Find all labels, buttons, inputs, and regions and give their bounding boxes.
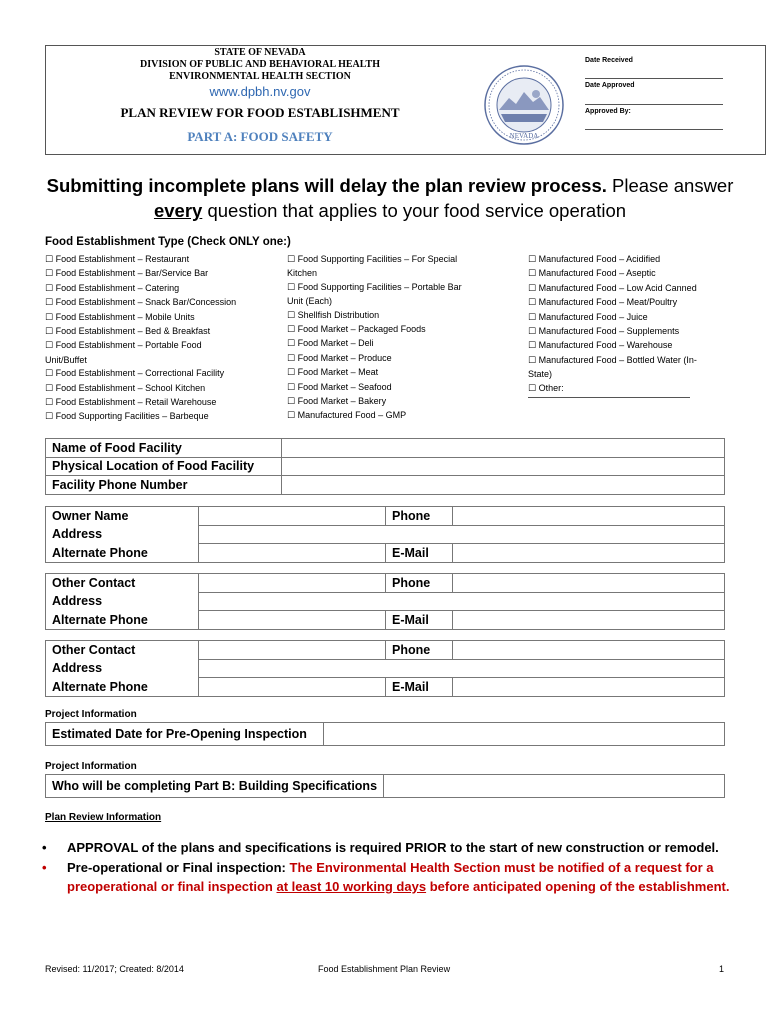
type-option[interactable]: ☐ Manufactured Food – Meat/Poultry [528, 297, 678, 309]
owner-alt-phone-input[interactable] [199, 544, 386, 563]
owner-phone-input[interactable] [453, 507, 725, 526]
facility-phone-input[interactable] [282, 476, 725, 495]
header-state: STATE OF NEVADA [214, 47, 306, 58]
owner-email-label: E-Mail [386, 544, 453, 563]
checkbox: ☐ [528, 312, 537, 323]
other-contact-1-table [45, 573, 725, 630]
preopening-date-input[interactable] [324, 723, 725, 746]
checkbox: ☐ [287, 310, 296, 321]
project-info-label-1: Project Information [45, 709, 137, 720]
type-option[interactable]: ☐ Food Market – Produce [287, 352, 392, 364]
other-contact-2-name-label: Other Contact [46, 641, 199, 660]
type-option[interactable]: ☐ Manufactured Food – Supplements [528, 326, 680, 338]
checkbox: ☐ [528, 283, 537, 294]
owner-alt-phone-label: Alternate Phone [46, 544, 199, 563]
owner-address-input[interactable] [199, 525, 725, 544]
other-contact-1-name-input[interactable] [199, 574, 386, 593]
other-contact-2-alt-phone-input[interactable] [199, 678, 386, 697]
checkbox: ☐ [528, 341, 537, 352]
instructions-headline [40, 173, 740, 223]
type-option[interactable]: ☐ Manufactured Food – GMP [287, 410, 407, 422]
type-column-1 [45, 253, 236, 425]
bullet-inspection: • Pre-operational or Final inspection: The Environmental Health Section must be notified of a request for a preoperational or final inspection at least 10 working days before anticipated opening of the establishment. [42, 859, 730, 894]
owner-table [45, 506, 725, 563]
preopening-date-label: Estimated Date for Pre-Opening Inspection [46, 723, 324, 746]
facility-name-input[interactable] [282, 439, 725, 458]
checkbox: ☐ [45, 341, 54, 352]
type-option[interactable]: ☐ Food Market – Packaged Foods [287, 324, 426, 336]
type-option[interactable]: ☐ Food Establishment – Mobile Units [45, 311, 195, 323]
checkbox: ☐ [287, 255, 296, 265]
approved-by-label: Approved By: [585, 108, 631, 115]
header-division: DIVISION OF PUBLIC AND BEHAVIORAL HEALTH [140, 59, 380, 70]
checkbox: ☐ [287, 397, 296, 408]
date-approved-label: Date Approved [585, 82, 635, 89]
checkbox: ☐ [45, 269, 54, 280]
type-option[interactable]: ☐ Manufactured Food – Bottled Water (In- [528, 354, 697, 366]
part-b-label: Who will be completing Part B: Building Specifications [46, 775, 384, 798]
checkbox: ☐ [287, 411, 296, 422]
other-contact-1-email-input[interactable] [453, 611, 725, 630]
other-contact-2-email-input[interactable] [453, 678, 725, 697]
type-option[interactable]: ☐ Other: [528, 382, 564, 394]
other-contact-2-alt-phone-label: Alternate Phone [46, 678, 199, 697]
type-option[interactable]: ☐ Manufactured Food – Warehouse [528, 340, 673, 352]
owner-phone-label: Phone [386, 507, 453, 526]
bullet-dot: • [42, 840, 47, 855]
other-contact-1-alt-phone-input[interactable] [199, 611, 386, 630]
other-contact-1-phone-label: Phone [386, 574, 453, 593]
type-column-3 [528, 253, 697, 396]
part-b-table [45, 774, 725, 798]
headline-every: every [153, 200, 203, 221]
type-option[interactable]: ☐ Food Establishment – Correctional Facility [45, 368, 225, 380]
type-option[interactable]: ☐ Manufactured Food – Low Acid Canned [528, 282, 697, 294]
other-contact-2-name-input[interactable] [199, 641, 386, 660]
type-option-wrap: Unit (Each) [287, 296, 333, 307]
checkbox: ☐ [528, 269, 537, 280]
type-option[interactable]: ☐ Food Establishment – School Kitchen [45, 382, 206, 394]
type-option[interactable]: ☐ Food Establishment – Bar/Service Bar [45, 268, 209, 280]
other-contact-1-phone-input[interactable] [453, 574, 725, 593]
date-approved-line[interactable] [585, 104, 723, 105]
other-contact-2-phone-label: Phone [386, 641, 453, 660]
type-option[interactable]: ☐ Food Establishment – Snack Bar/Concession [45, 297, 237, 309]
approved-by-line[interactable] [585, 129, 723, 130]
footer-revised: Revised: 11/2017; Created: 8/2014 [45, 964, 184, 974]
other-contact-2-table [45, 640, 725, 697]
checkbox: ☐ [45, 383, 54, 394]
checkbox: ☐ [528, 298, 537, 309]
other-contact-2-address-label: Address [46, 659, 199, 678]
other-type-input-line[interactable] [528, 397, 690, 398]
other-contact-1-alt-phone-label: Alternate Phone [46, 611, 199, 630]
form-part: PART A: FOOD SAFETY [187, 129, 333, 144]
type-option[interactable]: ☐ Food Market – Deli [287, 338, 374, 350]
other-contact-1-name-label: Other Contact [46, 574, 199, 593]
checkbox: ☐ [45, 327, 54, 338]
checkbox: ☐ [287, 368, 296, 379]
project-info-label-2: Project Information [45, 761, 137, 772]
checkbox: ☐ [528, 355, 537, 366]
checkbox: ☐ [45, 255, 54, 265]
type-option-wrap: Kitchen [287, 268, 318, 279]
checkbox: ☐ [45, 398, 54, 409]
type-option[interactable]: ☐ Food Establishment – Portable Food [45, 340, 202, 352]
other-contact-1-address-input[interactable] [199, 592, 725, 611]
website-link[interactable]: www.dpbh.nv.gov [209, 84, 311, 99]
bullet-dot: • [42, 859, 47, 875]
type-option[interactable]: ☐ Food Supporting Facilities – For Special [287, 254, 458, 265]
facility-name-label: Name of Food Facility [46, 439, 282, 458]
type-option[interactable]: ☐ Food Market – Meat [287, 367, 379, 379]
type-option[interactable]: ☐ Manufactured Food – Aseptic [528, 268, 656, 280]
date-received-label: Date Received [585, 57, 633, 64]
checkbox: ☐ [45, 312, 54, 323]
checkbox: ☐ [45, 369, 54, 380]
other-contact-1-address-label: Address [46, 592, 199, 611]
footer-page-number: 1 [719, 964, 725, 974]
other-contact-2-phone-input[interactable] [453, 641, 725, 660]
other-contact-2-address-input[interactable] [199, 659, 725, 678]
type-option[interactable]: ☐ Food Market – Bakery [287, 396, 387, 408]
checkbox: ☐ [287, 325, 296, 336]
type-option-wrap: Unit/Buffet [45, 354, 87, 365]
headline-rest2: question that applies to your food service operation [202, 200, 627, 221]
facility-location-label: Physical Location of Food Facility [46, 457, 282, 476]
owner-name-label: Owner Name [46, 507, 199, 526]
checkbox: ☐ [287, 382, 296, 393]
other-contact-2-email-label: E-Mail [386, 678, 453, 697]
form-title: PLAN REVIEW FOR FOOD ESTABLISHMENT [120, 105, 400, 120]
footer-title: Food Establishment Plan Review [318, 964, 451, 974]
plan-review-info-label: Plan Review Information [45, 812, 162, 823]
type-option[interactable]: ☐ Food Establishment – Restaurant [45, 254, 190, 265]
checkbox: ☐ [287, 353, 296, 364]
checkbox: ☐ [287, 339, 296, 350]
checkbox: ☐ [45, 298, 54, 309]
type-column-2 [287, 253, 462, 424]
checkbox: ☐ [528, 383, 537, 394]
nevada-state-seal [483, 64, 565, 146]
owner-email-input[interactable] [453, 544, 725, 563]
checkbox: ☐ [45, 283, 54, 294]
facility-location-input[interactable] [282, 457, 725, 476]
type-option[interactable]: ☐ Food Supporting Facilities – Barbeque [45, 411, 209, 423]
checkbox: ☐ [528, 327, 537, 338]
other-contact-1-email-label: E-Mail [386, 611, 453, 630]
type-option[interactable]: ☐ Manufactured Food – Juice [528, 311, 648, 323]
date-received-line[interactable] [585, 78, 723, 79]
type-option[interactable]: ☐ Food Establishment – Bed & Breakfast [45, 326, 211, 338]
bullet-approval: • APPROVAL of the plans and specifications is required PRIOR to the start of new construction or remodel. [40, 838, 740, 858]
plan-review-bullets [40, 838, 740, 897]
checkbox: ☐ [287, 282, 296, 293]
checkbox: ☐ [45, 412, 54, 423]
type-option-wrap: State) [528, 369, 553, 380]
type-option[interactable]: ☐ Food Supporting Facilities – Portable Bar [287, 281, 462, 293]
facility-table [45, 438, 725, 495]
header-section: ENVIRONMENTAL HEALTH SECTION [169, 71, 351, 82]
checkbox: ☐ [528, 255, 537, 265]
type-option[interactable]: ☐ Food Establishment – Retail Warehouse [45, 397, 217, 409]
owner-name-input[interactable] [199, 507, 386, 526]
type-option[interactable]: ☐ Manufactured Food – Acidified [528, 254, 661, 265]
preopening-table [45, 722, 725, 746]
headline-bold: Submitting incomplete plans will delay the plan review process. [46, 175, 607, 196]
type-option[interactable]: ☐ Food Establishment – Catering [45, 282, 180, 294]
headline-rest1: Please answer [606, 175, 734, 196]
facility-phone-label: Facility Phone Number [46, 476, 282, 495]
seal-text: NEVADA [509, 132, 539, 140]
owner-address-label: Address [46, 525, 199, 544]
type-option[interactable]: ☐ Shellfish Distribution [287, 309, 380, 321]
establishment-type-title: Food Establishment Type (Check ONLY one:) [45, 236, 291, 248]
part-b-input[interactable] [384, 775, 725, 798]
type-option[interactable]: ☐ Food Market – Seafood [287, 381, 392, 393]
